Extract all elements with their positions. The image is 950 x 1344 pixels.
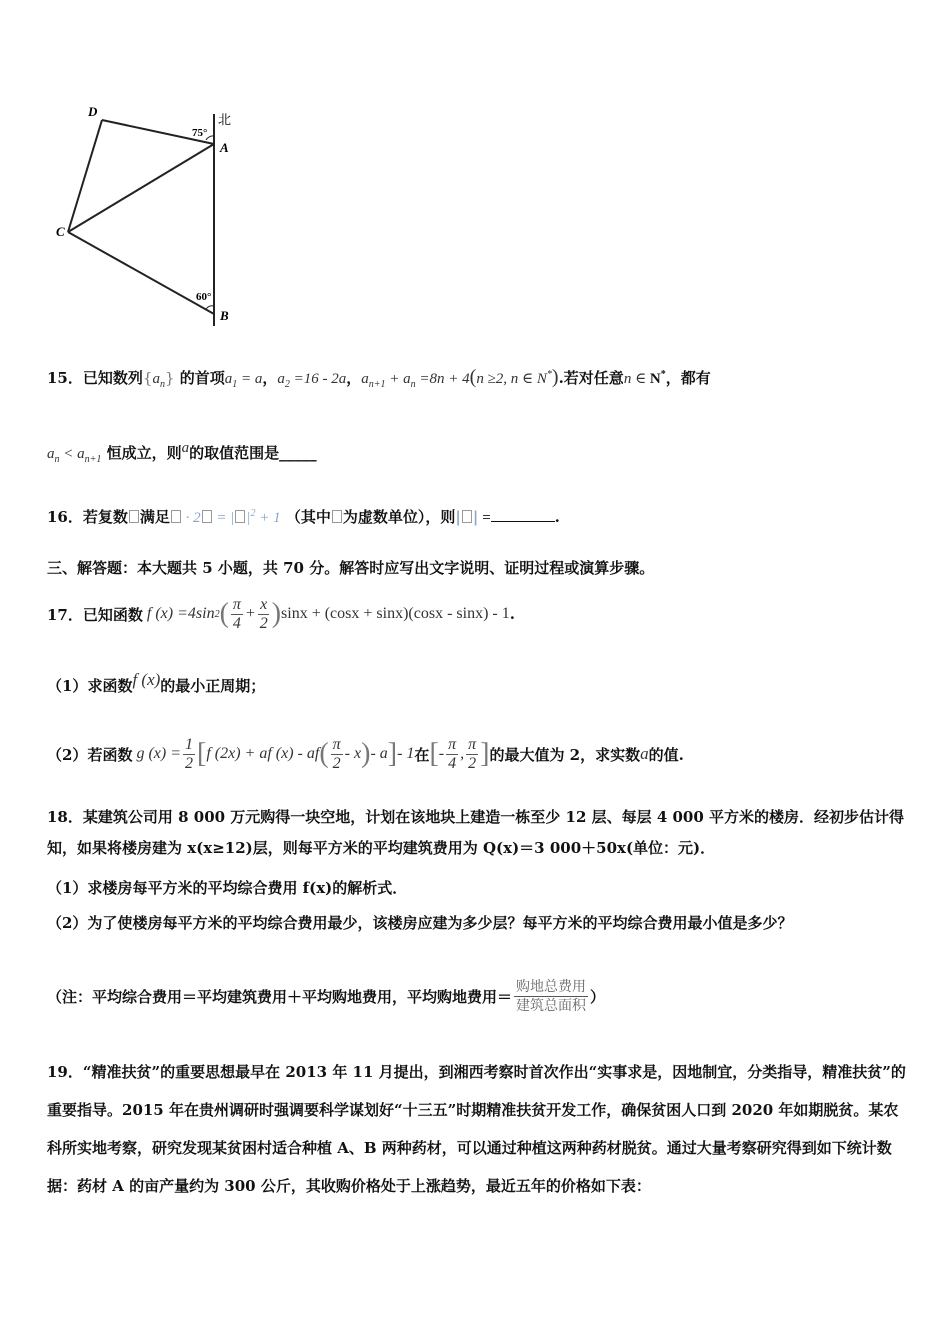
q15-text-3: .若对任意 <box>558 369 624 387</box>
label-C: C <box>56 224 65 239</box>
angle-arc-B <box>206 306 214 309</box>
q15-line2 <box>47 440 317 465</box>
q15-seq: $a_n$ <box>152 371 165 390</box>
q15-brace-close: } <box>164 369 175 387</box>
q17-text-1: 已知函数 <box>82 605 143 624</box>
q18-part2: （2）为了使楼房每平方米的平均综合费用最少，该楼房应建为多少层？每平方米的平均综合费用最小值是多少？ <box>47 914 793 932</box>
label-north: 北 <box>218 113 232 128</box>
q17-formula: f (x) =4sin 2 ( $\frac{\pi}{4}$ + $\frac{x}{2}$ ) sinx + (cosx + sinx)(cosx - sinx) - 1 <box>146 595 510 632</box>
q15-N: N* <box>649 369 666 387</box>
q16-text-1: 若复数 <box>82 508 128 526</box>
q17-p1-f: f (x) <box>132 670 161 689</box>
q15-text-1: 已知数列 <box>82 369 143 387</box>
q16-text-3: （其中 <box>285 508 331 526</box>
q18-note-text-2: ） <box>590 987 606 1006</box>
q15-text-5: 恒成立，则 <box>106 444 182 462</box>
q18-note <box>47 970 605 1022</box>
q16-i-placeholder-icon <box>332 510 342 523</box>
q17-p1-text-1: 求函数 <box>87 677 133 695</box>
q16-z-abs-placeholder-icon <box>462 510 472 523</box>
q16-z-placeholder-icon <box>129 510 139 523</box>
q16-equation: · 2 = | $|^2 + 1$ <box>181 508 281 526</box>
q16-text-2: 满足 <box>139 508 170 526</box>
q15-a2: $a_2 =16 - 2a$ <box>277 371 347 390</box>
q17-p1-number: （1） <box>47 677 88 695</box>
q15-line1 <box>47 366 711 390</box>
q15-comma-2: ， <box>346 369 362 387</box>
label-D: D <box>88 104 98 119</box>
q15-brace-open: { <box>142 369 153 387</box>
q15-a: a <box>181 440 190 456</box>
q19-text: 19．“精准扶贫”的重要思想最早在 2013 年 11 月提出，到湘西考察时首次作出“实事求是，因地制宜，分类指导，精准扶贫”的重要指导。2015 年在贵州调研时强调要科学谋划好“十三五”时期精准扶贫开发工作，确保贫困人口到 2020 年如期脱贫。某农科所实地考察，研究发现某贫困村适合种植 A、B 两种药材，可以通过种植这两种药材脱贫。通过大量考察研究得到如下统计数据：药材 A 的亩产量约为 300 公斤，其收购价格处于上涨趋势，最近五年的价格如下表： <box>47 1063 906 1195</box>
q17-part2 <box>47 730 684 778</box>
q17-line <box>47 592 515 636</box>
q17-g-formula: g (x) = $\frac{1}{2}$ [ f (2x) + af (x) - af ( $\frac{\pi}{2}$ - x ) - a ] - 1 <box>136 735 415 772</box>
q16-line <box>47 506 560 527</box>
q16-placeholder-icon-3 <box>202 510 212 523</box>
q15-recurrence: $a_{n+1} + a_n =8n + 4(n \ge 2$, n ∈ N*) <box>361 366 559 390</box>
q16-abs-eq: = <box>478 510 491 526</box>
label-A: A <box>220 140 229 155</box>
q15-text-2: 的首项 <box>179 369 225 387</box>
q16-z-placeholder-icon-2 <box>171 510 181 523</box>
label-angle-60: 60° <box>196 291 212 303</box>
q17-p2-text-2: 在 <box>414 745 430 764</box>
q16-abs-open: | <box>455 508 461 526</box>
section-3-heading: 三、解答题：本大题共 5 小题，共 70 分。解答时应写出文字说明、证明过程或演算步骤。 <box>47 559 655 577</box>
q18-part1: （1）求楼房每平方米的平均综合费用 f(x)的解析式． <box>47 879 408 897</box>
q17-period: . <box>509 605 515 623</box>
q16-number: 16． <box>47 508 83 526</box>
label-angle-75: 75° <box>192 127 208 139</box>
q15-text-4: ，都有 <box>665 369 711 387</box>
q15-comma-1: ， <box>262 369 278 387</box>
q16-text-4: 为虚数单位），则 <box>342 508 456 526</box>
q16-answer-blank[interactable] <box>491 507 555 522</box>
q15-ineq: $a_n < a_{n+1}$ <box>47 446 102 465</box>
q17-p2-number: （2） <box>47 745 88 764</box>
label-B: B <box>220 308 229 323</box>
q15-text-6: 的取值范围是 <box>189 444 280 462</box>
q17-part1 <box>47 670 265 696</box>
q16-placeholder-icon-4 <box>235 510 245 523</box>
q17-number: 17． <box>47 605 83 624</box>
q17-p1-text-2: 的最小正周期； <box>160 677 266 695</box>
q18-text: 18．某建筑公司用 8 000 万元购得一块空地，计划在该地块上建造一栋至少 12 层、每层 4 000 平方米的楼房．经初步估计得知，如果将楼房建为 x(x≥12)层，则每平方米的平均建筑费用为 Q(x)＝3 000＋50x(单位：元)． <box>47 808 905 857</box>
q18-note-fraction: $\frac{\text{购地总费用}}{\text{建筑总面积}}$ <box>516 978 587 1014</box>
q17-p2-text-3: 的最大值为 2，求实数 <box>489 745 641 764</box>
q15-a1: $a_1 = a$ <box>224 371 263 390</box>
q17-p2-a: a <box>640 744 649 763</box>
q16-abs-close: | <box>472 508 479 526</box>
geometry-figure <box>40 100 250 340</box>
q15-number: 15． <box>47 369 83 387</box>
q18-note-text-1: （注：平均综合费用＝平均建筑费用＋平均购地费用，平均购地费用＝ <box>47 987 513 1006</box>
q15-blank[interactable]: _____ <box>279 444 317 462</box>
q17-interval: [ - $\frac{\pi}{4}$ , $\frac{\pi}{2}$ ] <box>429 735 490 772</box>
q17-p2-text-4: 的值. <box>648 745 684 764</box>
line-CB <box>68 232 214 314</box>
q15-n-in: n ∈ <box>623 371 650 387</box>
q17-p2-text-1: 若函数 <box>87 745 133 764</box>
q16-text-5: . <box>554 508 560 526</box>
